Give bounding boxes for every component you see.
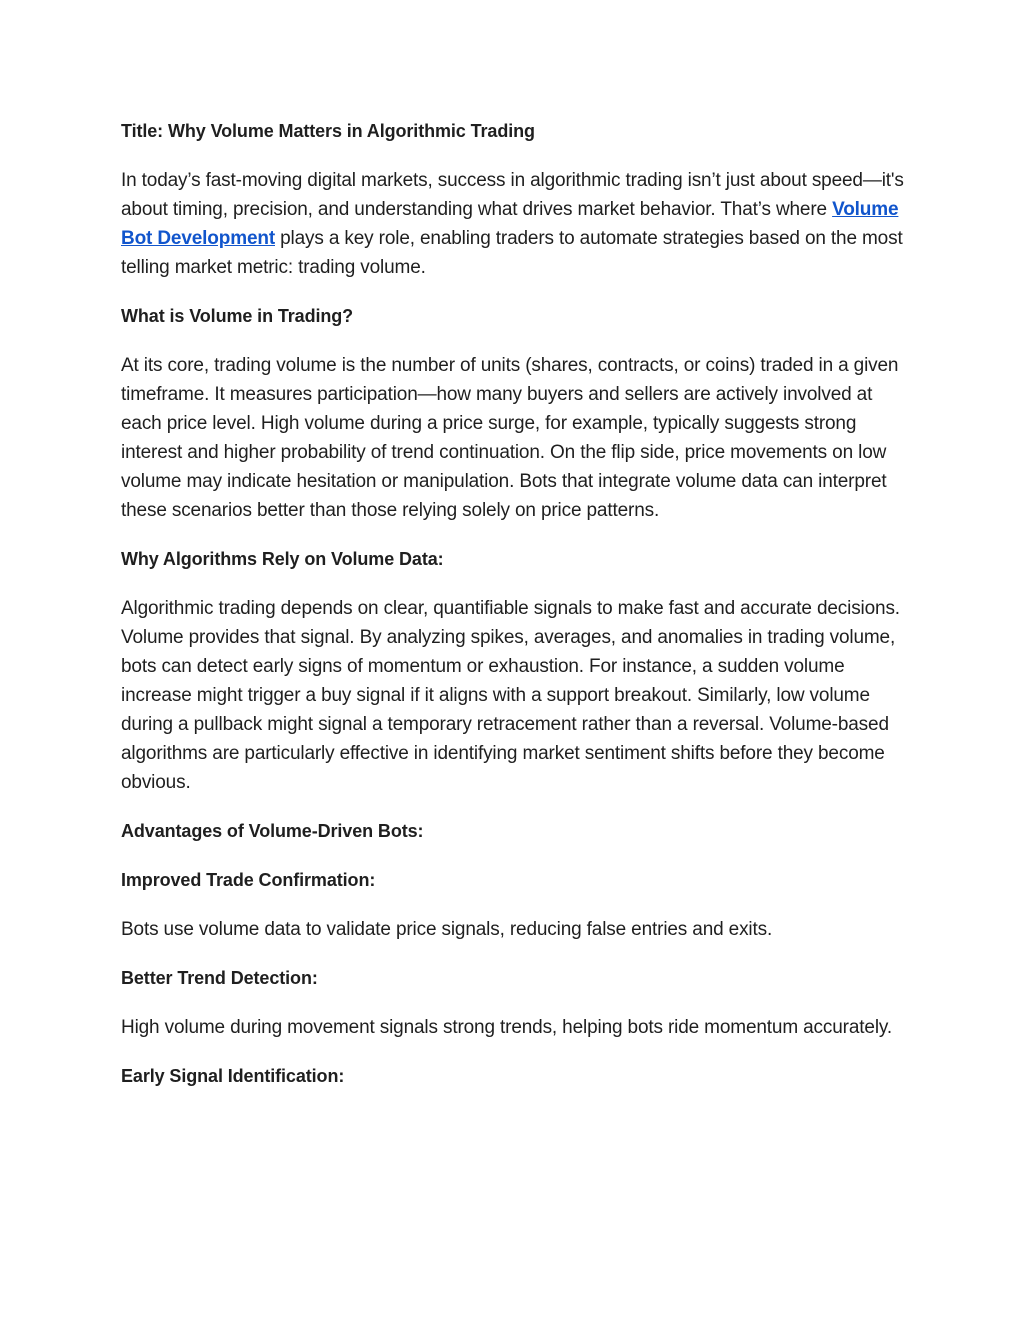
- document-title: Title: Why Volume Matters in Algorithmic Trading: [121, 121, 535, 141]
- section-heading-why-algorithms: Why Algorithms Rely on Volume Data:: [121, 549, 444, 569]
- intro-paragraph: [121, 166, 911, 282]
- document-page: [121, 117, 911, 1111]
- volume-bot-development-link[interactable]: Volume Bot Development: [121, 199, 899, 249]
- advantage-heading-trend-detection: Better Trend Detection:: [121, 968, 318, 988]
- advantage-body-trade-confirmation: Bots use volume data to validate price signals, reducing false entries and exits.: [121, 919, 773, 940]
- advantage-body-trend-detection: High volume during movement signals strong trends, helping bots ride momentum accurately.: [121, 1017, 892, 1038]
- section-heading-advantages: Advantages of Volume-Driven Bots:: [121, 821, 424, 841]
- advantage-heading-early-signal: Early Signal Identification:: [121, 1066, 345, 1086]
- intro-text-after-link: plays a key role, enabling traders to automate strategies based on the most telling market metric: trading volume.: [121, 228, 903, 278]
- intro-text-before-link: In today’s fast-moving digital markets, success in algorithmic trading isn’t just about speed—it's about timing, precision, and understanding what drives market behavior. That’s where: [121, 170, 904, 220]
- section-body-why-algorithms: Algorithmic trading depends on clear, quantifiable signals to make fast and accurate decisions. Volume provides that signal. By analyzing spikes, averages, and anomalies in trading volume, bots can detect early signs of momentum or exhaustion. For instance, a sudden volume increase might trigger a buy signal if it aligns with a support breakout. Similarly, low volume during a pullback might signal a temporary retracement rather than a reversal. Volume-based algorithms are particularly effective in identifying market sentiment shifts before they become obvious.: [121, 598, 900, 793]
- advantage-heading-trade-confirmation: Improved Trade Confirmation:: [121, 870, 376, 890]
- section-heading-what-is-volume: What is Volume in Trading?: [121, 306, 354, 326]
- section-body-what-is-volume: At its core, trading volume is the number of units (shares, contracts, or coins) traded in a given timeframe. It measures participation—how many buyers and sellers are actively involved at each price level. High volume during a price surge, for example, typically suggests strong interest and higher probability of trend continuation. On the flip side, price movements on low volume may indicate hesitation or manipulation. Bots that integrate volume data can interpret these scenarios better than those relying solely on price patterns.: [121, 355, 899, 521]
